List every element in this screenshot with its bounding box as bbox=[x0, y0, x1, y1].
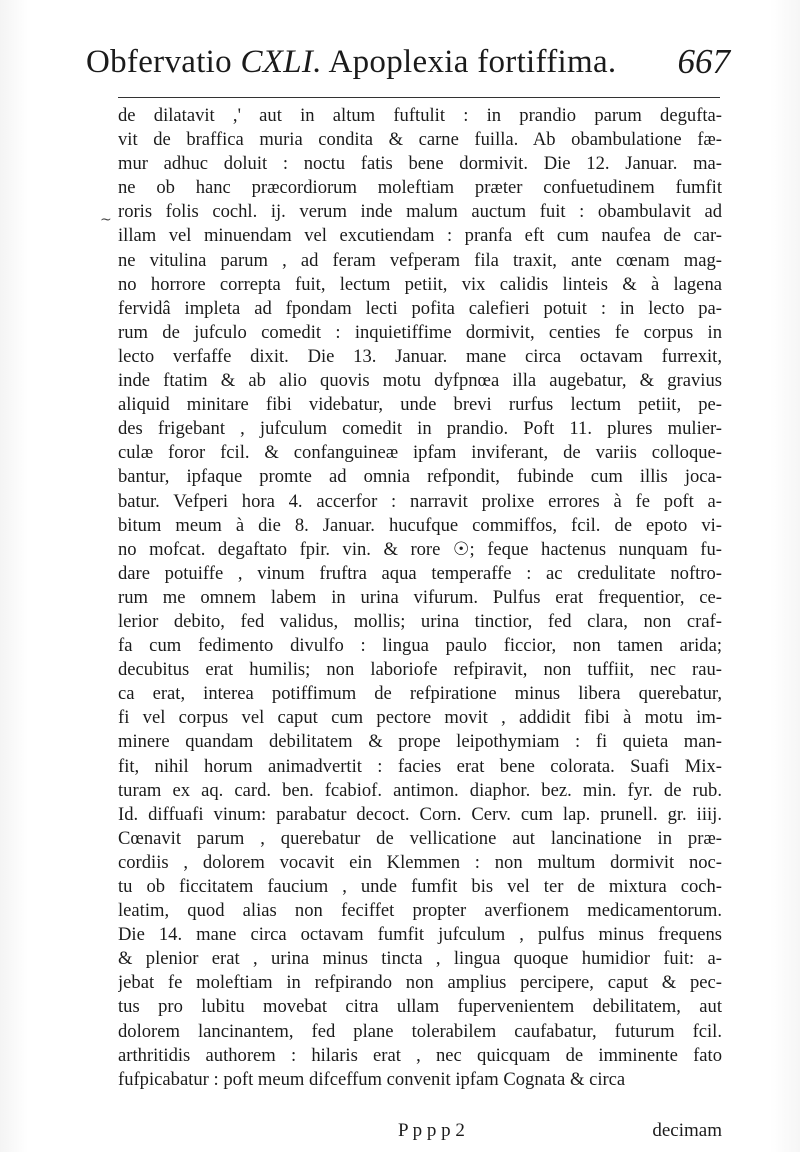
catchword: decimam bbox=[652, 1120, 722, 1141]
running-header bbox=[86, 40, 730, 88]
text-line: jebat fe moleftiam in refpirando non amplius percipere, caput & pec- bbox=[118, 972, 722, 994]
page-footer bbox=[118, 1120, 722, 1146]
text-line: bantur, ipfaque promte ad omnia refpondit, fubinde cum illis joca- bbox=[118, 466, 722, 488]
text-line: rum de jufculo comedit : inquietiffime dormivit, centies fe corpus in bbox=[118, 321, 722, 343]
text-line: Cœnavit parum , querebatur de vellicatione aut lancinatione in præ- bbox=[118, 827, 722, 849]
text-line: rum me omnem labem in urina vifurum. Pulfus erat frequentior, ce- bbox=[118, 586, 722, 608]
body-text bbox=[118, 104, 722, 1092]
text-line: mur adhuc doluit : noctu fatis bene dormivit. Die 12. Januar. ma- bbox=[118, 153, 722, 175]
margin-mark: ~ bbox=[100, 212, 112, 228]
text-line: minere quandam debilitatem & prope leipothymiam : fi quieta man- bbox=[118, 731, 722, 753]
text-line: fa cum fedimento divulfo : lingua paulo ficcior, non tamen arida; bbox=[118, 635, 722, 657]
text-line: ne ob hanc præcordiorum moleftiam præter confuetudinem fumfit bbox=[118, 177, 722, 199]
text-line: inde ftatim & ab alio quovis motu dyfpnœa illa augebatur, & gravius bbox=[118, 370, 722, 392]
text-line: vit de braffica muria condita & carne fuilla. Ab obambulatione fæ- bbox=[118, 129, 722, 151]
text-line: Die 14. mane circa octavam fumfit jufculum , pulfus minus frequens bbox=[118, 924, 722, 946]
text-line: decubitus erat humilis; non laboriofe refpiravit, non tuffiit, nec rau- bbox=[118, 659, 722, 681]
signature-mark: P p p p 2 bbox=[398, 1120, 465, 1141]
text-line: fervidâ impleta ad fpondam lecti pofita calefieri potuit : in lecto pa- bbox=[118, 297, 722, 319]
text-line: dolorem lancinantem, fed plane tolerabilem caufabatur, futurum fcil. bbox=[118, 1020, 722, 1042]
text-line: no mofcat. degaftato fpir. vin. & rore ☉; feque hactenus nunquam fu- bbox=[118, 538, 722, 560]
text-line: batur. Vefperi hora 4. accerfor : narravit prolixe errores à fe poft a- bbox=[118, 490, 722, 512]
text-line: ca erat, interea potiffimum de refpiratione minus libera querebatur, bbox=[118, 683, 722, 705]
text-line: lecto verfaffe dixit. Die 13. Januar. mane circa octavam furrexit, bbox=[118, 345, 722, 367]
text-line: no horrore correpta fuit, lectum petiit, vix calidis linteis & à lagena bbox=[118, 273, 722, 295]
text-line: lerior debito, fed validus, mollis; urina tinctior, fed clara, non craf- bbox=[118, 610, 722, 632]
text-line: roris folis cochl. ij. verum inde malum auctum fuit : obambulavit ad bbox=[118, 201, 722, 223]
title-part-1: Obfervatio bbox=[86, 44, 241, 80]
title-part-3: Apoplexia fortiffima. bbox=[321, 44, 617, 80]
text-line: Id. diffuafi vinum: parabatur decoct. Corn. Cerv. cum lap. prunell. gr. iiij. bbox=[118, 803, 722, 825]
text-line: tu ob ficcitatem faucium , unde fumfit bis vel ter de mixtura coch- bbox=[118, 876, 722, 897]
title-part-2: CXLI. bbox=[240, 44, 322, 80]
text-line: fi vel corpus vel caput cum pectore movit , addidit fibi à motu im- bbox=[118, 707, 722, 729]
text-line: aliquid minitare fibi videbatur, unde brevi rurfus lectum petiit, pe- bbox=[118, 394, 722, 416]
running-title bbox=[86, 44, 616, 81]
page-number: 667 bbox=[677, 42, 730, 81]
text-line: bitum meum à die 8. Januar. hucufque commiffos, fcil. de epoto vi- bbox=[118, 514, 722, 536]
text-line: fit, nihil horum animadvertit : facies erat bene colorata. Suafi Mix- bbox=[118, 755, 722, 777]
text-line: ne vitulina parum , ad feram vefperam fila traxit, ante cœnam mag- bbox=[118, 249, 722, 271]
text-line: & plenior erat , urina minus tincta , lingua quoque humidior fuit: a- bbox=[118, 948, 722, 970]
text-line: illam vel minuendam vel excutiendam : pranfa eft cum naufea de car- bbox=[118, 225, 722, 247]
text-line: tus pro lubitu movebat citra ullam fupervenientem debilitatem, aut bbox=[118, 996, 722, 1018]
text-line: culæ foror fcil. & confanguineæ ipfam inviferant, de variis colloque- bbox=[118, 442, 722, 464]
text-line: des frigebant , jufculum comedit in prandio. Poft 11. plures mulier- bbox=[118, 418, 722, 440]
header-rule bbox=[118, 97, 720, 98]
text-line: dare potuiffe , vinum fruftra aqua temperaffe : ac credulitate noftro- bbox=[118, 562, 722, 584]
text-line: cordiis , dolorem vocavit ein Klemmen : non multum dormivit noc- bbox=[118, 851, 722, 873]
text-line: turam ex aq. card. ben. fcabiof. antimon. diaphor. bez. min. fyr. de rub. bbox=[118, 779, 722, 801]
text-line: fufpicabatur : poft meum difceffum convenit ipfam Cognata & circa bbox=[118, 1068, 626, 1090]
text-line: arthritidis authorem : hilaris erat , nec quicquam de imminente fato bbox=[118, 1044, 722, 1066]
text-line: leatim, quod alias non feciffet propter averfionem medicamentorum. bbox=[118, 900, 722, 922]
text-line: de dilatavit ,' aut in altum fuftulit : in prandio parum degufta- bbox=[118, 105, 722, 126]
